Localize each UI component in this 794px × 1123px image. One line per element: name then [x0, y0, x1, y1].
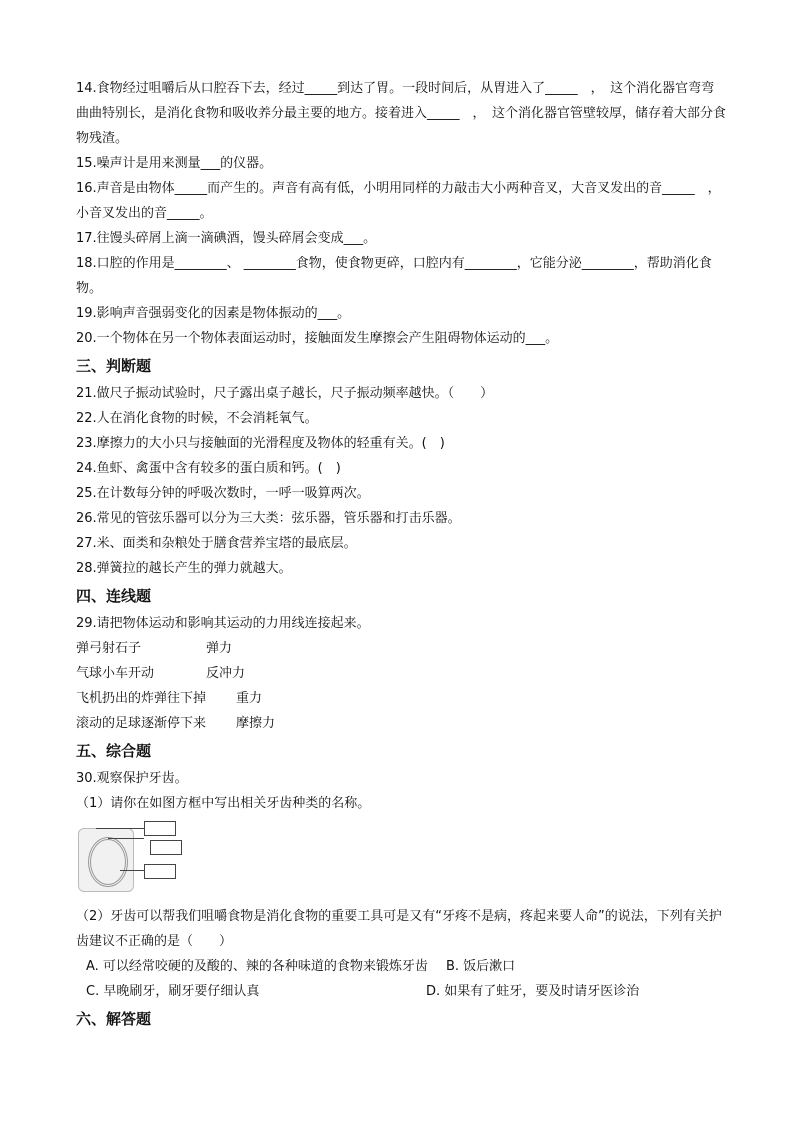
pointer-line: [120, 870, 144, 871]
options-row: [86, 954, 726, 979]
worksheet-page: [76, 76, 726, 1034]
match-left-item: 气球小车开动: [76, 666, 155, 681]
question-18: 18.口腔的作用是________、 ________食物，使食物更碎，口腔内有________，它能分泌________，帮助消化食物。: [76, 256, 712, 296]
match-right-item: 重力: [236, 691, 263, 706]
match-left-item: 飞机扔出的炸弹往下掉: [76, 691, 207, 706]
question-17: 17.往馒头碎屑上滴一滴碘酒，馒头碎屑会变成___。: [76, 231, 377, 246]
question-15: 15.噪声计是用来测量___的仪器。: [76, 156, 273, 171]
question-28: 28.弹簧拉的越长产生的弹力就越大。: [76, 561, 292, 576]
pointer-line: [108, 838, 144, 839]
option-a[interactable]: A. 可以经常咬硬的及酸的、辣的各种味道的食物来锻炼牙齿: [86, 959, 428, 974]
question-25: 25.在计数每分钟的呼吸次数时，一呼一吸算两次。: [76, 486, 370, 501]
question-20: 20.一个物体在另一个物体表面运动时，接触面发生摩擦会产生阻碍物体运动的___。: [76, 331, 559, 346]
judgement-questions: [76, 381, 726, 581]
section-heading-answer: 六、解答题: [76, 1010, 152, 1028]
fill-in-questions: [76, 76, 726, 351]
question-23: 23.摩擦力的大小只与接触面的光滑程度及物体的轻重有关。( ): [76, 436, 445, 451]
question-24: 24.鱼虾、禽蛋中含有较多的蛋白质和钙。( ): [76, 461, 341, 476]
question-29: 29.请把物体运动和影响其运动的力用线连接起来。: [76, 616, 370, 631]
answer-box[interactable]: [150, 840, 182, 855]
match-right-item: 反冲力: [206, 666, 246, 681]
choice-options: [76, 954, 726, 1004]
match-left-item: 弹弓射石子: [76, 641, 142, 656]
match-row: [76, 686, 726, 711]
option-b[interactable]: B. 饭后漱口: [445, 959, 516, 974]
section-heading-matching: 四、连线题: [76, 587, 152, 605]
question-22: 22.人在消化食物的时候，不会消耗氧气。: [76, 411, 318, 426]
question-27: 27.米、面类和杂粮处于膳食营养宝塔的最底层。: [76, 536, 357, 551]
question-14: 14.食物经过咀嚼后从口腔吞下去，经过_____到达了胃。一段时间后，从胃进入了_____ ， 这个消化器官弯弯曲曲特别长，是消化食物和吸收养分最主要的地方。接着进入_____ ， 这个消化器官管壁较厚，储存着大部分食物残渣。: [76, 81, 727, 146]
question-30: 30.观察保护牙齿。: [76, 771, 188, 786]
match-left-item: 滚动的足球逐渐停下来: [76, 716, 207, 731]
option-d[interactable]: D. 如果有了蛀牙，要及时请牙医诊治: [426, 984, 640, 999]
section-heading-judgement: 三、判断题: [76, 357, 152, 375]
match-right-item: 摩擦力: [236, 716, 276, 731]
matching-list: [76, 636, 726, 736]
option-c[interactable]: C. 早晚刷牙，刷牙要仔细认真: [86, 984, 260, 999]
match-row: [76, 661, 726, 686]
match-right-item: 弹力: [206, 641, 233, 656]
question-21: 21.做尺子振动试验时，尺子露出桌子越长，尺子振动频率越快。（ ）: [76, 386, 494, 401]
match-row: [76, 636, 726, 661]
section-heading-comprehensive: 五、综合题: [76, 742, 152, 760]
answer-box[interactable]: [144, 821, 176, 836]
pointer-line: [96, 828, 144, 829]
question-30-part-1: （1）请你在如图方框中写出相关牙齿种类的名称。: [76, 796, 371, 811]
answer-box[interactable]: [144, 864, 176, 879]
teeth-diagram: [78, 820, 188, 898]
question-16: 16.声音是由物体_____而产生的。声音有高有低，小明用同样的力敲击大小两种音叉，大音叉发出的音_____ ， 小音叉发出的音_____。: [76, 181, 728, 221]
match-row: [76, 711, 726, 736]
question-19: 19.影响声音强弱变化的因素是物体振动的___。: [76, 306, 351, 321]
question-26: 26.常见的管弦乐器可以分为三大类：弦乐器，管乐器和打击乐器。: [76, 511, 461, 526]
options-row: [86, 979, 726, 1004]
question-30-part-2: （2）牙齿可以帮我们咀嚼食物是消化食物的重要工具可是又有“牙疼不是病，疼起来要人命”的说法，下列有关护齿建议不正确的是（ ）: [76, 909, 722, 949]
